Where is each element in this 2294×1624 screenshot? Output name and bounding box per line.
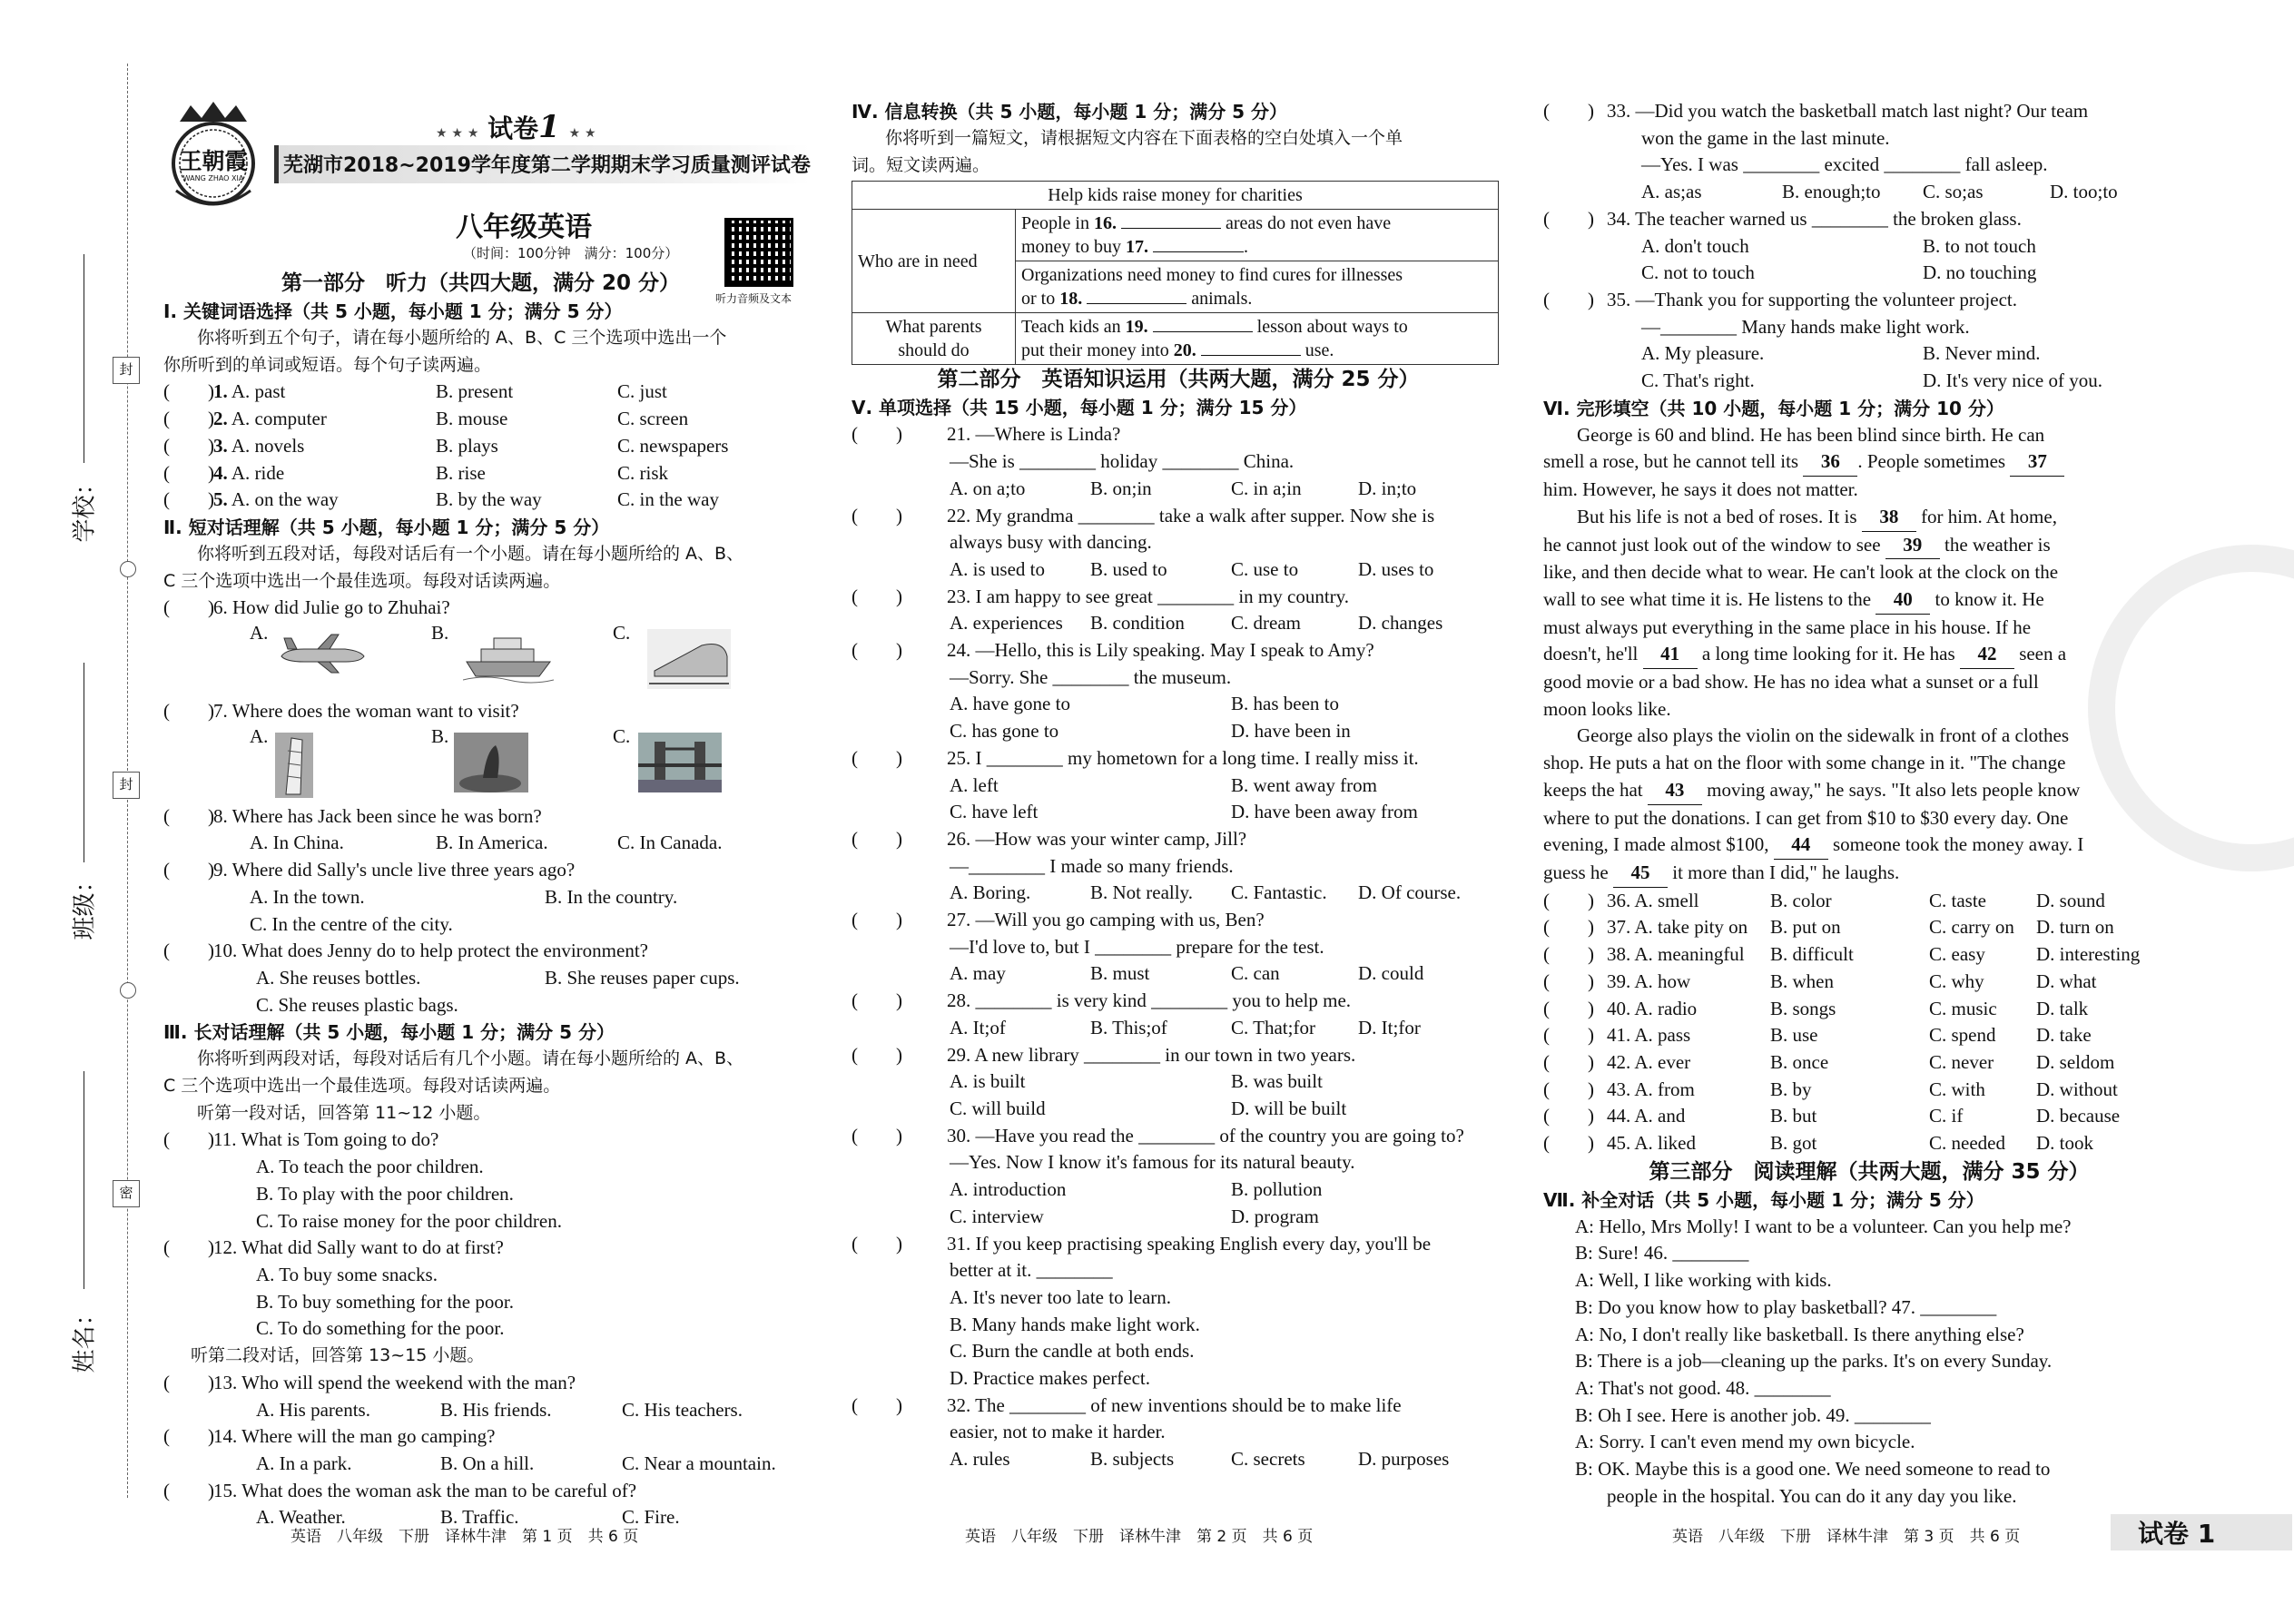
blank-20[interactable] xyxy=(1201,355,1301,356)
logo xyxy=(163,100,263,213)
q22-options: A. is used to B. used to C. use to D. uses to xyxy=(950,557,1434,580)
answer-bracket[interactable]: ( ) xyxy=(163,596,214,619)
q32-options: A. rules B. subjects C. secrets D. purposes xyxy=(950,1448,1450,1471)
q24: ( ) 24. —Hello, this is Lily speaking. May I speak to Amy? xyxy=(852,637,1505,664)
q21-line2: —She is ________ holiday ________ China. xyxy=(950,450,1295,473)
dialog-line: B: Sure! 46. ________ xyxy=(1575,1242,1749,1265)
section3-instructions: 你将听到两段对话，每段对话后有几个小题。请在每小题所给的 A、B、 xyxy=(197,1048,744,1069)
answer-bracket[interactable]: ( ) xyxy=(852,989,902,1012)
answer-bracket[interactable]: ( ) xyxy=(163,1371,214,1393)
dialog-line: A: Sorry. I can't even mend my own bicycle. xyxy=(1575,1431,1915,1453)
q33-line2: won the game in the last minute. xyxy=(1641,126,1890,149)
answer-bracket[interactable]: ( ) xyxy=(852,1124,902,1147)
binding-strip xyxy=(0,0,154,1624)
q27-options: A. may B. must C. can D. could xyxy=(950,962,1424,985)
table-cell: People in 16. areas do not even have money to buy 17. . xyxy=(1016,210,1499,261)
answer-bracket[interactable]: ( ) xyxy=(1543,1078,1594,1100)
answer-bracket[interactable]: ( ) xyxy=(852,1232,902,1255)
leaning-tower-image[interactable] xyxy=(275,733,313,798)
section7-title: Ⅶ. 补全对话（共 5 小题，每小题 1 分；满分 5 分） xyxy=(1543,1188,1984,1211)
seal-mark-top: 封 xyxy=(113,357,140,384)
class-label: 班级： xyxy=(71,869,99,940)
section4-instructions-2: 词。短文读两遍。 xyxy=(852,154,990,175)
q26: ( ) 26. —How was your winter camp, Jill? xyxy=(852,826,1505,853)
qr-caption: 听力音频及文本 xyxy=(715,292,793,305)
dialog1-note: 听第一段对话，回答第 11~12 小题。 xyxy=(197,1102,491,1123)
airplane-icon[interactable] xyxy=(277,633,368,674)
q31-option-d: D. Practice makes perfect. xyxy=(950,1367,1150,1390)
q34-options-2: C. not to touch D. no touching xyxy=(1641,261,2037,284)
q35-options-2: C. That's right. D. It's very nice of you. xyxy=(1641,369,2102,392)
answer-bracket[interactable]: ( ) xyxy=(852,585,902,607)
q15-options: A. Weather. B. Traffic. C. Fire. xyxy=(256,1506,680,1529)
dialog-line: people in the hospital. You can do it any day you like. xyxy=(1607,1484,2017,1507)
blank-40[interactable]: 40 xyxy=(1876,586,1930,615)
q9-option-c: C. In the centre of the city. xyxy=(250,912,453,935)
tower-bridge-image[interactable] xyxy=(638,733,722,792)
page-3 xyxy=(1543,0,2216,1624)
q11-option-b: B. To play with the poor children. xyxy=(256,1182,514,1205)
answer-bracket[interactable]: ( ) xyxy=(1543,1024,1594,1047)
cloze-q42: ( ) 42. A. ever B. once C. never D. seldom xyxy=(1543,1049,2195,1077)
ship-icon[interactable] xyxy=(463,629,554,684)
blank-45[interactable]: 45 xyxy=(1613,860,1668,888)
table-cell: Organizations need money to find cures for illnesses or to 18. animals. xyxy=(1016,261,1499,313)
q30-options-2: C. interview D. program xyxy=(950,1205,1319,1227)
q4-row: ( ) 4. A. ride B. rise C. risk xyxy=(163,460,808,487)
q13-options: A. His parents. B. His friends. C. His teachers. xyxy=(256,1398,743,1421)
blank-19[interactable] xyxy=(1153,331,1253,332)
section5-title: Ⅴ. 单项选择（共 15 小题，每小题 1 分；满分 15 分） xyxy=(852,397,1307,419)
section1-instructions-2: 你所听到的单词或短语。每个句子读两遍。 xyxy=(163,354,492,375)
q31: ( ) 31. If you keep practising speaking English every day, you'll be xyxy=(852,1231,1505,1258)
subject-title: 八年级英语 xyxy=(456,212,592,243)
part1-title: 第一部分 听力（共四大题，满分 20 分） xyxy=(281,271,681,295)
section3-title: Ⅲ. 长对话理解（共 5 小题，每小题 1 分；满分 5 分） xyxy=(163,1021,615,1044)
blank-41[interactable]: 41 xyxy=(1643,641,1698,669)
dialog2-note: 听第二段对话，回答第 13~15 小题。 xyxy=(191,1345,485,1366)
answer-bracket[interactable]: ( ) xyxy=(163,380,214,403)
q25-options-2: C. have left D. have been away from xyxy=(950,801,1418,823)
q12: ( ) 12. What did Sally want to do at first? xyxy=(163,1235,808,1262)
answer-bracket[interactable]: ( ) xyxy=(852,909,902,931)
q35-line2: —________ Many hands make light work. xyxy=(1641,315,1970,338)
cloze-q40: ( ) 40. A. radio B. songs C. music D. talk xyxy=(1543,996,2195,1023)
q31-option-b: B. Many hands make light work. xyxy=(950,1313,1200,1335)
section3-instructions-2: C 三个选项中选出一个最佳选项。每段对话读两遍。 xyxy=(163,1076,561,1097)
answer-bracket[interactable]: ( ) xyxy=(852,504,902,527)
series-number: 1 xyxy=(538,109,560,145)
page-footer-1: 英语 八年级 下册 译林牛津 第 1 页 共 6 页 xyxy=(290,1528,639,1546)
q15: ( ) 15. What does the woman ask the man to be careful of? xyxy=(163,1478,808,1505)
series-label: ★ ★ ★ 试卷1 ★ ★ xyxy=(436,109,596,145)
answer-bracket[interactable]: ( ) xyxy=(852,1393,902,1416)
q33: ( ) 33. —Did you watch the basketball match last night? Our team xyxy=(1543,98,2195,125)
q24-options: A. have gone to B. has been to xyxy=(950,693,1339,715)
answer-bracket[interactable]: ( ) xyxy=(852,746,902,769)
q22: ( ) 22. My grandma ________ take a walk after supper. Now she is xyxy=(852,503,1505,530)
table-header: Help kids raise money for charities xyxy=(852,182,1499,210)
page-footer-2: 英语 八年级 下册 译林牛津 第 2 页 共 6 页 xyxy=(965,1528,1314,1546)
q9: ( ) 9. Where did Sally's uncle live three years ago? xyxy=(163,857,808,884)
q11: ( ) 11. What is Tom going to do? xyxy=(163,1127,808,1154)
school-label: 学校： xyxy=(71,471,99,543)
q24-options-2: C. has gone to D. have been in xyxy=(950,720,1351,743)
dialog-line: A: No, I don't really like basketball. Is there anything else? xyxy=(1575,1323,2024,1345)
dialog xyxy=(1543,1214,2195,1511)
page-1 xyxy=(163,0,811,1624)
q2-row: ( ) 2. A. computer B. mouse C. screen xyxy=(163,406,808,433)
logo-subtext: WANG ZHAO XIA xyxy=(182,174,244,182)
answer-bracket[interactable]: ( ) xyxy=(163,1425,214,1448)
answer-bracket[interactable]: ( ) xyxy=(1543,1105,1594,1127)
cloze-q36: ( ) 36. A. smell B. color C. taste D. sound xyxy=(1543,888,2195,915)
q7: ( ) 7. Where does the woman want to visit? xyxy=(163,698,808,725)
dialog-line: B: Oh I see. Here is another job. 49. ________ xyxy=(1575,1403,1931,1426)
answer-bracket[interactable]: ( ) xyxy=(163,700,214,723)
q33-line3: —Yes. I was ________ excited ________ fall asleep. xyxy=(1641,153,2048,176)
answer-bracket[interactable]: ( ) xyxy=(163,1128,214,1151)
section4-title: Ⅳ. 信息转换（共 5 小题，每小题 1 分；满分 5 分） xyxy=(852,101,1288,123)
cloze-options xyxy=(1543,888,2195,1157)
q34-options: A. don't touch B. to not touch xyxy=(1641,234,2036,257)
blank-18[interactable] xyxy=(1087,303,1186,304)
q11-option-a: A. To teach the poor children. xyxy=(256,1156,484,1178)
section2-title: Ⅱ. 短对话理解（共 5 小题，每小题 1 分；满分 5 分） xyxy=(163,516,610,538)
answer-bracket[interactable]: ( ) xyxy=(1543,969,1594,992)
star-icon: ★ ★ ★ xyxy=(436,126,479,141)
q33-options: A. as;as B. enough;to C. so;as D. too;to xyxy=(1641,181,2118,203)
seal-mark-bottom: 密 xyxy=(113,1180,140,1207)
answer-bracket[interactable]: ( ) xyxy=(1543,207,1594,230)
q29-options: A. is built B. was built xyxy=(950,1070,1323,1093)
answer-bracket[interactable]: ( ) xyxy=(163,1236,214,1259)
row-label-need: Who are in need xyxy=(852,210,1016,313)
q35: ( ) 35. —Thank you for supporting the volunteer project. xyxy=(1543,287,2195,314)
cloze-q37: ( ) 37. A. take pity on B. put on C. carry on D. turn on xyxy=(1543,914,2195,941)
section1-instructions: 你将听到五个句子，请在每小题所给的 A、B、C 三个选项中选出一个 xyxy=(197,328,727,348)
answer-bracket[interactable]: ( ) xyxy=(163,488,214,511)
q12-option-a: A. To buy some snacks. xyxy=(256,1263,438,1285)
q26-line2: —________ I made so many friends. xyxy=(950,854,1234,877)
q25-options: A. left B. went away from xyxy=(950,773,1377,796)
q28-options: A. It;of B. This;of C. That;for D. It;for xyxy=(950,1016,1421,1038)
blank-37[interactable]: 37 xyxy=(2010,448,2064,477)
q14-options: A. In a park. B. On a hill. C. Near a mountain. xyxy=(256,1452,776,1474)
train-icon[interactable] xyxy=(647,629,731,689)
blank-42[interactable]: 42 xyxy=(1960,641,2014,669)
q11-option-c: C. To raise money for the poor children. xyxy=(256,1209,562,1232)
q32-line2: easier, not to make it harder. xyxy=(950,1421,1166,1443)
dialog-line: A: That's not good. 48. ________ xyxy=(1575,1376,1831,1399)
q23-options: A. experiences B. condition C. dream D. changes xyxy=(950,612,1443,635)
table-cell: Teach kids an 19. lesson about ways to put their money into 20. use. xyxy=(1016,313,1499,365)
q21-options: A. on a;to B. on;in C. in a;in D. in;to xyxy=(950,477,1417,499)
dialog-line: B: OK. Maybe this is a good one. We need someone to read to xyxy=(1575,1458,2051,1481)
blank-39[interactable]: 39 xyxy=(1885,532,1940,560)
section1-title: Ⅰ. 关键词语选择（共 5 小题，每小题 1 分；满分 5 分） xyxy=(163,300,623,322)
q29: ( ) 29. A new library ________ in our town in two years. xyxy=(852,1042,1505,1069)
binding-dot-2 xyxy=(120,982,136,999)
answer-bracket[interactable]: ( ) xyxy=(163,461,214,484)
answer-bracket[interactable]: ( ) xyxy=(163,1479,214,1501)
q7-pictures: A. B. C. xyxy=(250,725,808,803)
answer-bracket[interactable]: ( ) xyxy=(163,408,214,430)
q31-option-c: C. Burn the candle at both ends. xyxy=(950,1340,1195,1363)
q14: ( ) 14. Where will the man go camping? xyxy=(163,1423,808,1451)
q1-row: ( ) 1. A. past B. present C. just xyxy=(163,379,808,406)
cloze-q41: ( ) 41. A. pass B. use C. spend D. take xyxy=(1543,1022,2195,1049)
q26-options: A. Boring. B. Not really. C. Fantastic. D. Of course. xyxy=(950,881,1462,904)
q27: ( ) 27. —Will you go camping with us, Ben? xyxy=(852,907,1505,934)
blank-38[interactable]: 38 xyxy=(1862,504,1916,532)
q9-options: A. In the town. B. In the country. xyxy=(250,885,678,908)
q29-options-2: C. will build D. will be built xyxy=(950,1097,1347,1119)
dialog-line: B: There is a job—cleaning up the parks. It's on every Sunday. xyxy=(1575,1350,2053,1373)
dialog-line: B: Do you know how to play basketball? 47. ________ xyxy=(1575,1295,1997,1318)
q27-line2: —I'd love to, but I ________ prepare for the test. xyxy=(950,935,1324,958)
mermaid-statue-image[interactable] xyxy=(454,733,528,792)
cloze-q43: ( ) 43. A. from B. by C. with D. without xyxy=(1543,1077,2195,1104)
answer-bracket[interactable]: ( ) xyxy=(1543,1132,1594,1155)
blank-16[interactable] xyxy=(1121,228,1221,229)
q28: ( ) 28. ________ is very kind ________ you to help me. xyxy=(852,988,1505,1015)
q21: ( ) 21. —Where is Linda? xyxy=(852,421,1505,448)
q12-option-c: C. To do something for the poor. xyxy=(256,1317,505,1340)
answer-bracket[interactable]: ( ) xyxy=(163,859,214,881)
q25: ( ) 25. I ________ my hometown for a long time. I really miss it. xyxy=(852,745,1505,773)
q10: ( ) 10. What does Jenny do to help protect the environment? xyxy=(163,938,808,965)
answer-bracket[interactable]: ( ) xyxy=(1543,997,1594,1019)
section6-title: Ⅵ. 完形填空（共 10 小题，每小题 1 分；满分 10 分） xyxy=(1543,397,2004,419)
q31-option-a: A. It's never too late to learn. xyxy=(950,1285,1172,1308)
q30: ( ) 30. —Have you read the ________ of the country you are going to? xyxy=(852,1123,1505,1150)
dialog-line: A: Hello, Mrs Molly! I want to be a volunteer. Can you help me? xyxy=(1575,1215,2072,1237)
answer-bracket[interactable]: ( ) xyxy=(1543,1050,1594,1073)
dialog-line: A: Well, I like working with kids. xyxy=(1575,1269,1832,1292)
section2-instructions: 你将听到五段对话，每段对话后有一个小题。请在每小题所给的 A、B、 xyxy=(197,543,744,564)
cloze-q39: ( ) 39. A. how B. when C. why D. what xyxy=(1543,969,2195,996)
q23: ( ) 23. I am happy to see great ________ in my country. xyxy=(852,584,1505,611)
blank-17[interactable] xyxy=(1153,251,1244,252)
cloze-passage: George is 60 and blind. He has been blind since birth. He can smell a rose, but he cannot tell its 36 . People sometimes 37 him. However, he says it does not matter. But his life is not a bed of roses. It is 38 for him. At home, he cannot just look out of the window to see 39 the weather is like, and then decide what to wear. He can't look at the clock on the wall to see what time it is. He listens to the 40 to know it. He must always put everything in the same place in his house. If he doesn't, he'll 41 a long time looking for it. He has 42 seen a good movie or a bad show. He has no idea what a sunset or a full moon looks like. George also plays the violin on the sidewalk in front of a clothes shop. He puts a hat on the floor with some change in it. "The change keeps the hat 43 moving away," he says. "It also lets people know where to put the donations. I can get from $10 to $30 every day. One evening, I made almost $100, 44 someone took the money away. I guess he 45 it more than I did," he laughs. xyxy=(1543,422,2195,888)
cloze-q38: ( ) 38. A. meaningful B. difficult C. easy D. interesting xyxy=(1543,941,2195,969)
part3-title: 第三部分 阅读理解（共两大题，满分 35 分） xyxy=(1649,1159,2090,1184)
logo-text: 王朝霞 xyxy=(179,148,248,174)
cloze-q45: ( ) 45. A. liked B. got C. needed D. took xyxy=(1543,1130,2195,1157)
q30-line2: —Yes. Now I know it's famous for its natural beauty. xyxy=(950,1151,1355,1174)
q8: ( ) 8. Where has Jack been since he was born? xyxy=(163,803,808,831)
cloze-q44: ( ) 44. A. and B. but C. if D. because xyxy=(1543,1103,2195,1130)
q12-option-b: B. To buy something for the poor. xyxy=(256,1290,514,1313)
exam-title: 芜湖市2018~2019学年度第二学期期末学习质量测评试卷 xyxy=(283,154,811,177)
q35-options: A. My pleasure. B. Never mind. xyxy=(1641,342,2041,365)
answer-bracket[interactable]: ( ) xyxy=(163,804,214,827)
q3-row: ( ) 3. A. novels B. plays C. newspapers xyxy=(163,433,808,460)
star-icon: ★ ★ xyxy=(568,126,596,141)
answer-bracket[interactable]: ( ) xyxy=(852,639,902,662)
section2-instructions-2: C 三个选项中选出一个最佳选项。每段对话读两遍。 xyxy=(163,570,561,591)
info-table xyxy=(852,181,1499,365)
binding-dot-1 xyxy=(120,561,136,577)
answer-bracket[interactable]: ( ) xyxy=(852,423,902,446)
answer-bracket[interactable]: ( ) xyxy=(852,1043,902,1066)
blank-44[interactable]: 44 xyxy=(1774,832,1828,860)
row-label-parents: What parents should do xyxy=(852,313,1016,365)
q10-options: A. She reuses bottles. B. She reuses paper cups. xyxy=(256,966,740,989)
q22-line2: always busy with dancing. xyxy=(950,531,1152,554)
q31-line2: better at it. ________ xyxy=(950,1259,1113,1282)
q10-option-c: C. She reuses plastic bags. xyxy=(256,993,458,1016)
blank-36[interactable]: 36 xyxy=(1803,448,1857,477)
q6: ( ) 6. How did Julie go to Zhuhai? xyxy=(163,595,808,622)
q24-line2: —Sorry. She ________ the museum. xyxy=(950,665,1232,688)
q30-options: A. introduction B. pollution xyxy=(950,1178,1323,1201)
q8-options: A. In China. B. In America. C. In Canada. xyxy=(250,832,723,854)
q5-row: ( ) 5. A. on the way B. by the way C. in the way xyxy=(163,487,808,514)
part2-title: 第二部分 英语知识运用（共两大题，满分 25 分） xyxy=(937,368,1420,392)
seal-mark-mid: 封 xyxy=(113,772,140,799)
corner-label: 试卷 1 xyxy=(2138,1519,2216,1549)
q6-pictures: A. B. C. xyxy=(250,622,808,698)
time-info: （时间：100分钟 满分：100分） xyxy=(463,245,679,261)
q13: ( ) 13. Who will spend the weekend with the man? xyxy=(163,1370,808,1397)
answer-bracket[interactable]: ( ) xyxy=(1543,916,1594,939)
q32: ( ) 32. The ________ of new inventions should be to make life xyxy=(852,1393,1505,1420)
answer-bracket[interactable]: ( ) xyxy=(1543,288,1594,310)
answer-bracket[interactable]: ( ) xyxy=(1543,889,1594,911)
answer-bracket[interactable]: ( ) xyxy=(852,827,902,850)
answer-bracket[interactable]: ( ) xyxy=(163,434,214,457)
blank-43[interactable]: 43 xyxy=(1648,777,1702,805)
page-footer-3: 英语 八年级 下册 译林牛津 第 3 页 共 6 页 xyxy=(1672,1528,2021,1546)
page-2 xyxy=(852,0,1505,1624)
name-label: 姓名： xyxy=(71,1302,99,1373)
answer-bracket[interactable]: ( ) xyxy=(1543,100,1594,122)
answer-bracket[interactable]: ( ) xyxy=(163,940,214,962)
q34: ( ) 34. The teacher warned us ________ the broken glass. xyxy=(1543,206,2195,233)
section4-instructions: 你将听到一篇短文，请根据短文内容在下面表格的空白处填入一个单 xyxy=(885,128,1403,148)
answer-bracket[interactable]: ( ) xyxy=(1543,943,1594,966)
